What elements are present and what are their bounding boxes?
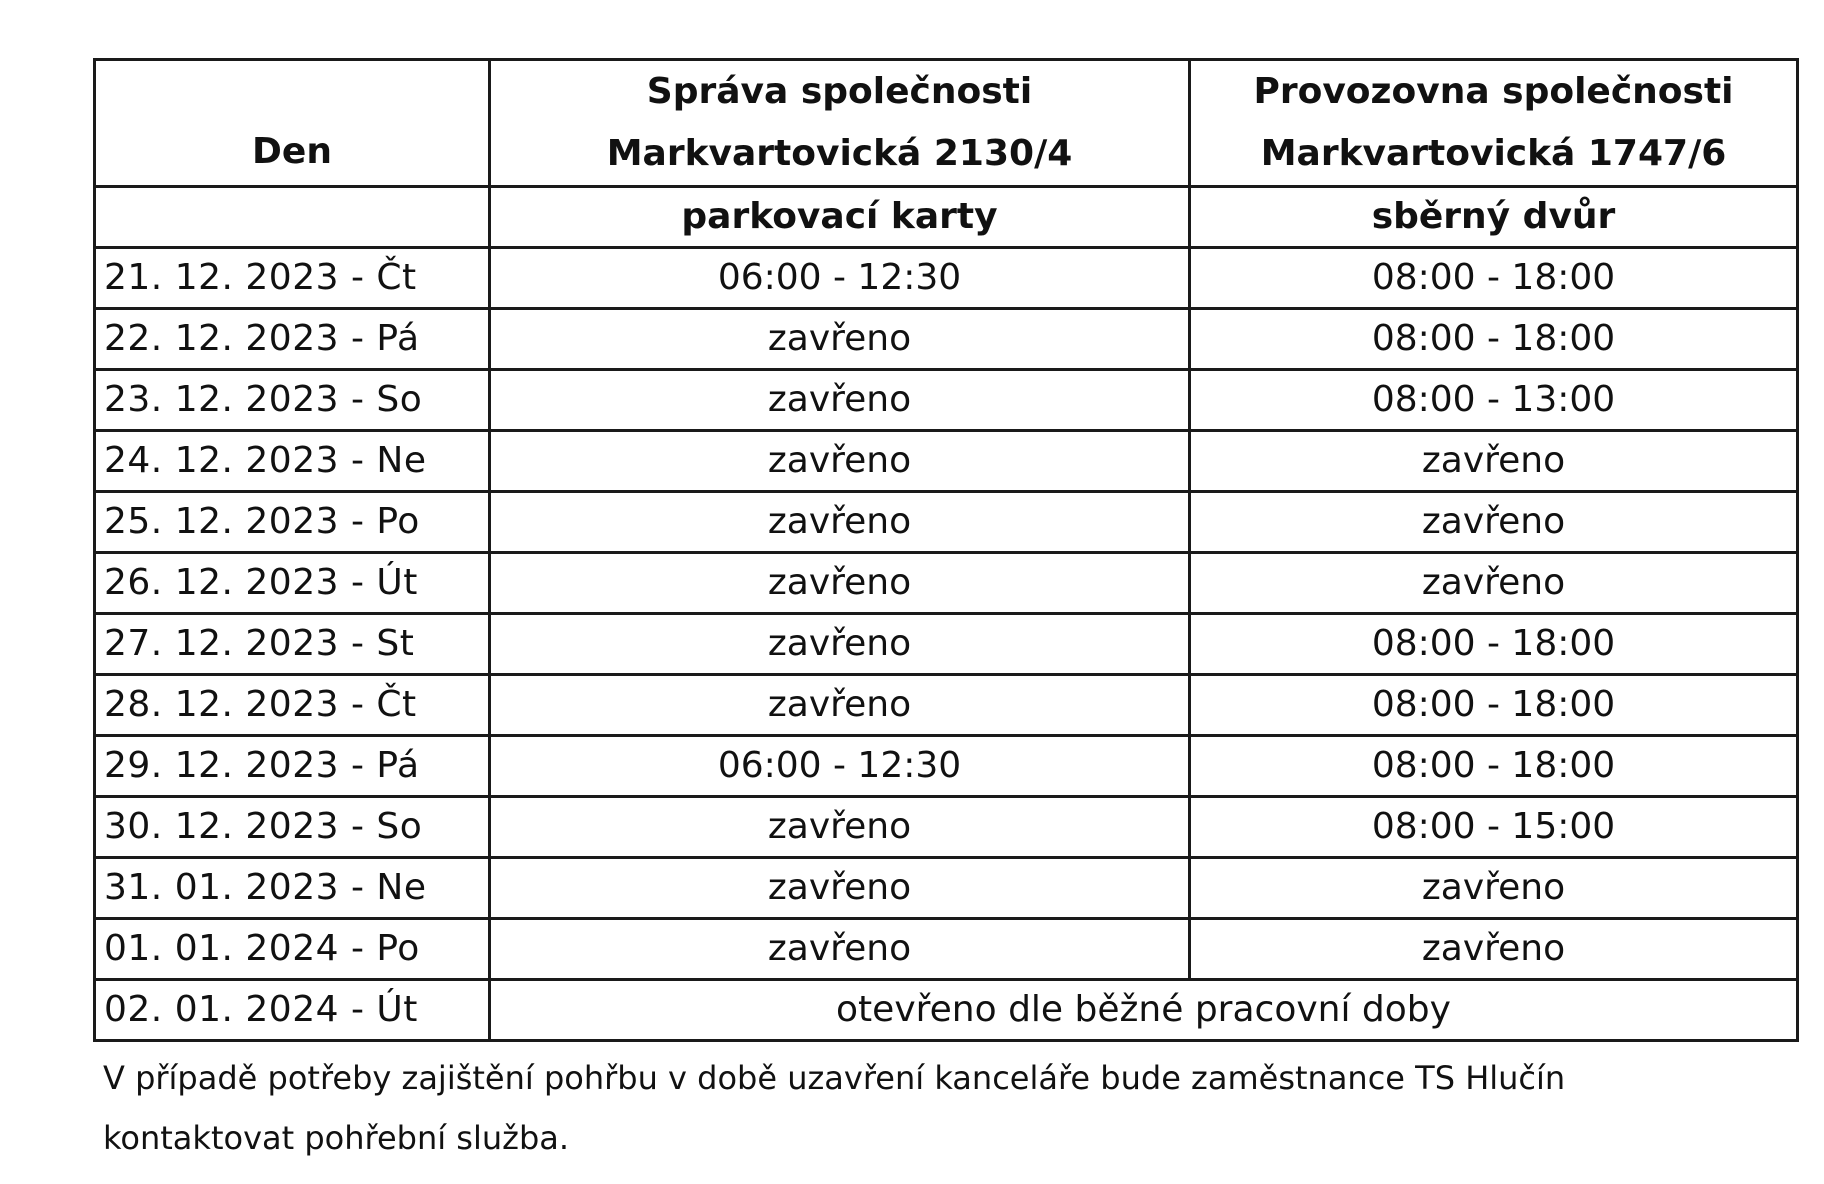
header-sprava-line2: Markvartovická 2130/4	[606, 133, 1073, 174]
cell-sprava: 06:00 - 12:30	[490, 248, 1190, 309]
cell-merged-open: otevřeno dle běžné pracovní doby	[490, 980, 1798, 1041]
cell-sprava: zavřeno	[490, 492, 1190, 553]
cell-sprava: zavřeno	[490, 370, 1190, 431]
table-row	[95, 492, 1798, 553]
table-body	[95, 248, 1798, 1041]
cell-provoz: zavřeno	[1190, 492, 1798, 553]
table-row	[95, 797, 1798, 858]
cell-provoz: 08:00 - 18:00	[1190, 675, 1798, 736]
table-row	[95, 675, 1798, 736]
cell-day: 31. 01. 2023 - Ne	[95, 858, 490, 919]
cell-day: 24. 12. 2023 - Ne	[95, 431, 490, 492]
cell-sprava: zavřeno	[490, 431, 1190, 492]
cell-day: 21. 12. 2023 - Čt	[95, 248, 490, 309]
table-row-last	[95, 980, 1798, 1041]
cell-provoz: zavřeno	[1190, 553, 1798, 614]
header-provoz-line2: Markvartovická 1747/6	[1260, 133, 1727, 174]
subheader-provoz: sběrný dvůr	[1190, 187, 1798, 248]
cell-day: 02. 01. 2024 - Út	[95, 980, 490, 1041]
cell-day: 22. 12. 2023 - Pá	[95, 309, 490, 370]
table-row	[95, 736, 1798, 797]
subheader-empty	[95, 187, 490, 248]
subheader-sprava: parkovací karty	[490, 187, 1190, 248]
cell-day: 30. 12. 2023 - So	[95, 797, 490, 858]
header-sprava	[490, 60, 1190, 187]
cell-day: 27. 12. 2023 - St	[95, 614, 490, 675]
cell-provoz: 08:00 - 18:00	[1190, 309, 1798, 370]
cell-day: 28. 12. 2023 - Čt	[95, 675, 490, 736]
cell-day: 01. 01. 2024 - Po	[95, 919, 490, 980]
cell-day: 23. 12. 2023 - So	[95, 370, 490, 431]
table-row	[95, 248, 1798, 309]
table-row	[95, 614, 1798, 675]
cell-provoz: 08:00 - 15:00	[1190, 797, 1798, 858]
cell-sprava: zavřeno	[490, 858, 1190, 919]
cell-sprava: 06:00 - 12:30	[490, 736, 1190, 797]
cell-sprava: zavřeno	[490, 309, 1190, 370]
cell-provoz: zavřeno	[1190, 858, 1798, 919]
table-row	[95, 431, 1798, 492]
cell-day: 29. 12. 2023 - Pá	[95, 736, 490, 797]
table-row	[95, 919, 1798, 980]
cell-day: 25. 12. 2023 - Po	[95, 492, 490, 553]
table-header-row	[95, 60, 1798, 187]
footnote-line2: kontaktovat pohřební služba.	[103, 1119, 570, 1157]
cell-provoz: 08:00 - 18:00	[1190, 614, 1798, 675]
table-subheader-row	[95, 187, 1798, 248]
header-provoz-line1: Provozovna společnosti	[1253, 71, 1734, 112]
cell-sprava: zavřeno	[490, 675, 1190, 736]
cell-day: 26. 12. 2023 - Út	[95, 553, 490, 614]
footnote	[103, 1048, 1793, 1168]
cell-provoz: 08:00 - 18:00	[1190, 248, 1798, 309]
opening-hours-table	[93, 58, 1799, 1042]
header-provoz	[1190, 60, 1798, 187]
header-sprava-line1: Správa společnosti	[646, 71, 1033, 112]
cell-sprava: zavřeno	[490, 797, 1190, 858]
table-row	[95, 553, 1798, 614]
footnote-line1: V případě potřeby zajištění pohřbu v době uzavření kanceláře bude zaměstnance TS Hlučín	[103, 1059, 1566, 1097]
cell-sprava: zavřeno	[490, 919, 1190, 980]
cell-provoz: zavřeno	[1190, 431, 1798, 492]
cell-provoz: 08:00 - 13:00	[1190, 370, 1798, 431]
cell-sprava: zavřeno	[490, 553, 1190, 614]
table-row	[95, 309, 1798, 370]
cell-provoz: zavřeno	[1190, 919, 1798, 980]
table-row	[95, 370, 1798, 431]
header-den: Den	[95, 60, 490, 187]
table-row	[95, 858, 1798, 919]
cell-provoz: 08:00 - 18:00	[1190, 736, 1798, 797]
cell-sprava: zavřeno	[490, 614, 1190, 675]
